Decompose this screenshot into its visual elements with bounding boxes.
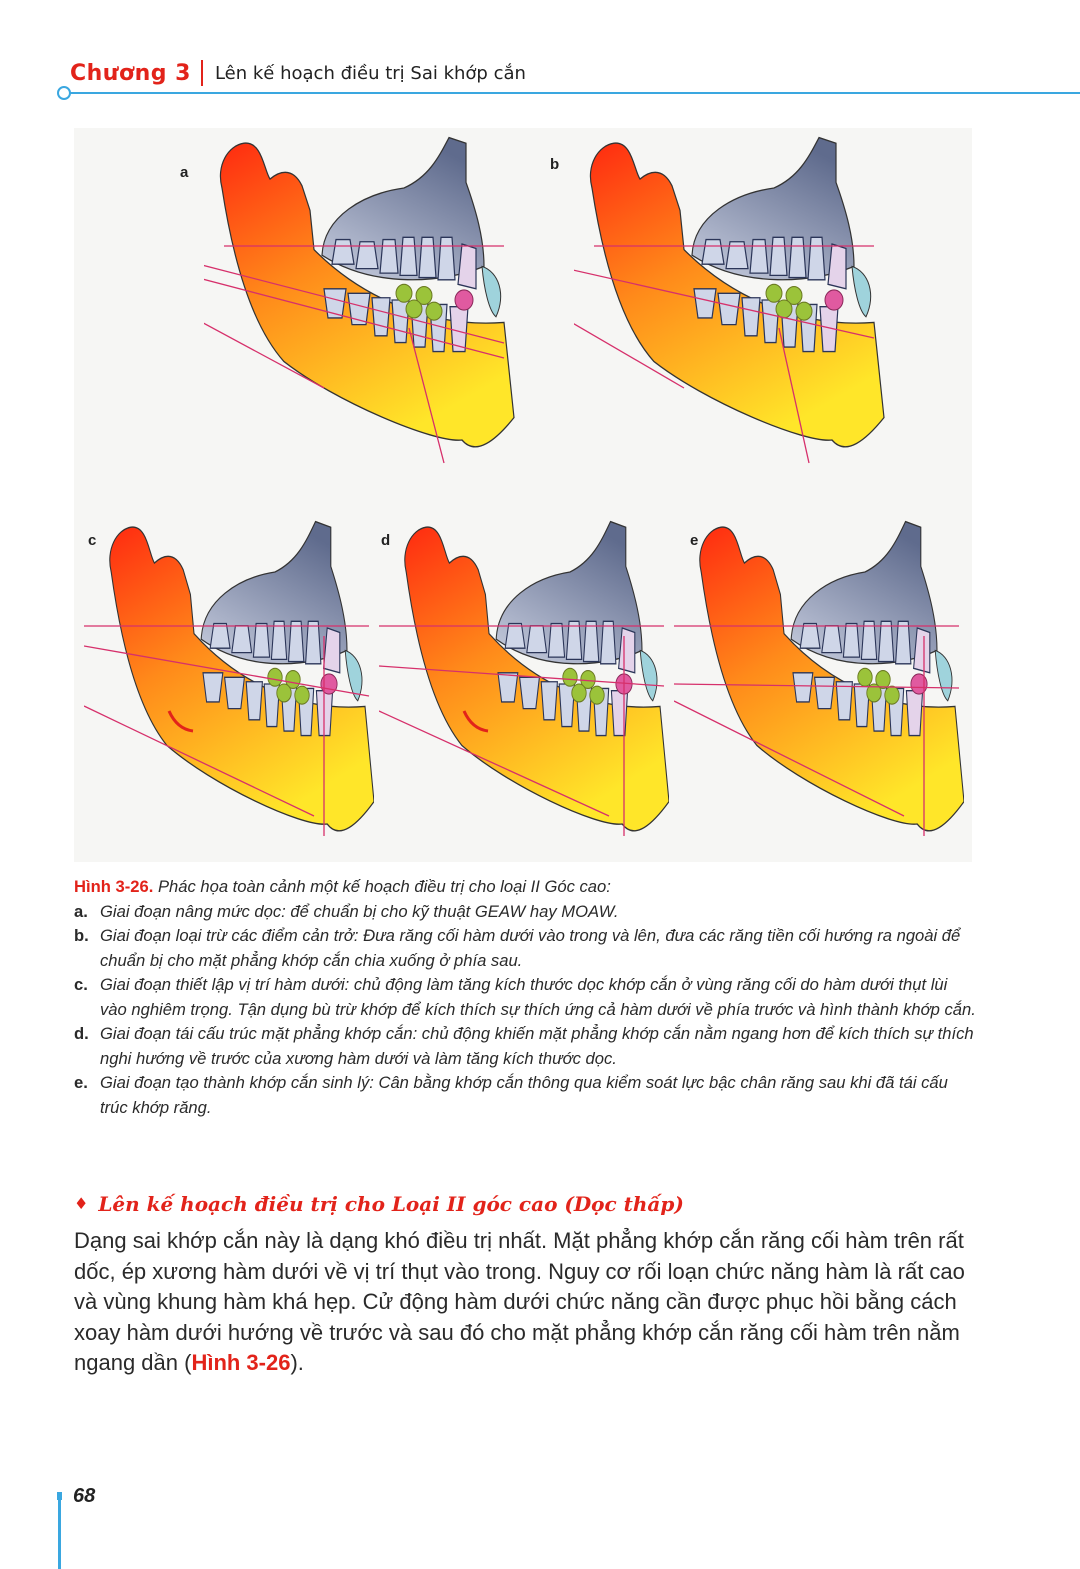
caption-item-d: d. Giai đoạn tái cấu trúc mặt phẳng khớp cắn: chủ động khiến mặt phẳng khớp cắn nằm ngang hơn để kích thích sự thích nghi hướng về trước của xương hàm dưới và làm tăng kích thước dọc. xyxy=(74,1024,974,1068)
body-paragraph: Dạng sai khớp cắn này là dạng khó điều trị nhất. Mặt phẳng khớp cắn răng cối hàm trên rất dốc, ép xương hàm dưới về vị trí thụt vào trong. Nguy cơ rối loạn chức năng hàm là rất cao và vùng khung hàm khá hẹp. Cử động hàm dưới chức năng cần được phục hồi bằng cách xoay hàm dưới hướng về trước và sau đó cho mặt phẳng khớp cắn răng cối hàm trên nằm ngang dần (Hình 3-26). xyxy=(74,1228,965,1375)
panel-label: c xyxy=(88,532,97,549)
caption-item-b: b. Giai đoạn loại trừ các điểm cản trở: Đưa răng cối hàm dưới vào trong và lên, đưa các răng tiền cối hướng ra ngoài để chuẩn bị cho mặt phẳng khớp cắn chia xuống ở phía sau. xyxy=(74,926,961,970)
page-number: 68 xyxy=(73,1485,96,1507)
jaw-sketch-a xyxy=(204,128,524,468)
caption-item-e: e. Giai đoạn tạo thành khớp cắn sinh lý: Cân bằng khớp cắn thông qua kiểm soát lực bậc chân răng sau khi đã tái cấu trúc khớp răng. xyxy=(74,1073,948,1117)
figure-panel-d xyxy=(379,516,669,846)
section-heading-text: Lên kế hoạch điều trị cho Loại II góc cao (Dọc thấp) xyxy=(98,1192,684,1216)
caption-title: Hình 3-26. xyxy=(74,877,154,896)
page-side-bar xyxy=(58,1492,61,1569)
header-rule xyxy=(64,92,1080,94)
figure-panel-e xyxy=(674,516,964,846)
page-side-bar-cap xyxy=(57,1492,62,1500)
figure-panel-a xyxy=(180,128,524,468)
jaw-sketch-c xyxy=(84,516,374,846)
header-divider xyxy=(201,60,203,86)
jaw-sketch-e xyxy=(674,516,964,846)
caption-item-a: a. Giai đoạn nâng mức dọc: để chuẩn bị cho kỹ thuật GEAW hay MOAW. xyxy=(74,901,619,921)
panel-label: a xyxy=(180,164,189,181)
chapter-title: Lên kế hoạch điều trị Sai khớp cắn xyxy=(214,62,526,84)
caption-intro: Phác họa toàn cảnh một kế hoạch điều trị cho loại II Góc cao: xyxy=(157,877,611,896)
figure-caption xyxy=(74,875,976,1120)
jaw-sketch-b xyxy=(574,128,894,468)
caption-item-c: c. Giai đoạn thiết lập vị trí hàm dưới: chủ động làm tăng kích thước dọc khớp cắn ở vùng răng cối do hàm dưới thụt lùi vào nghiêm trọng. Tận dụng bù trừ khớp để kích thích sự thích ứng cả hàm dưới về phía trước và hình thành khớp cắn. xyxy=(74,975,976,1019)
figure-panel-b xyxy=(550,128,894,468)
caption-intro-line xyxy=(74,875,976,900)
figure-panel-c xyxy=(84,516,374,846)
chapter-label: Chương 3 xyxy=(70,60,191,86)
chapter-header xyxy=(70,56,526,90)
figure-3-26 xyxy=(74,128,972,862)
diamond-bullet-icon: ♦ xyxy=(74,1194,89,1213)
section-heading xyxy=(74,1192,684,1216)
figure-reference-link[interactable]: Hình 3-26 xyxy=(191,1350,291,1375)
panel-label: e xyxy=(690,532,699,549)
panel-label: b xyxy=(550,156,560,173)
panel-label: d xyxy=(381,532,391,549)
header-rule-dot xyxy=(57,86,71,100)
jaw-sketch-d xyxy=(379,516,669,846)
